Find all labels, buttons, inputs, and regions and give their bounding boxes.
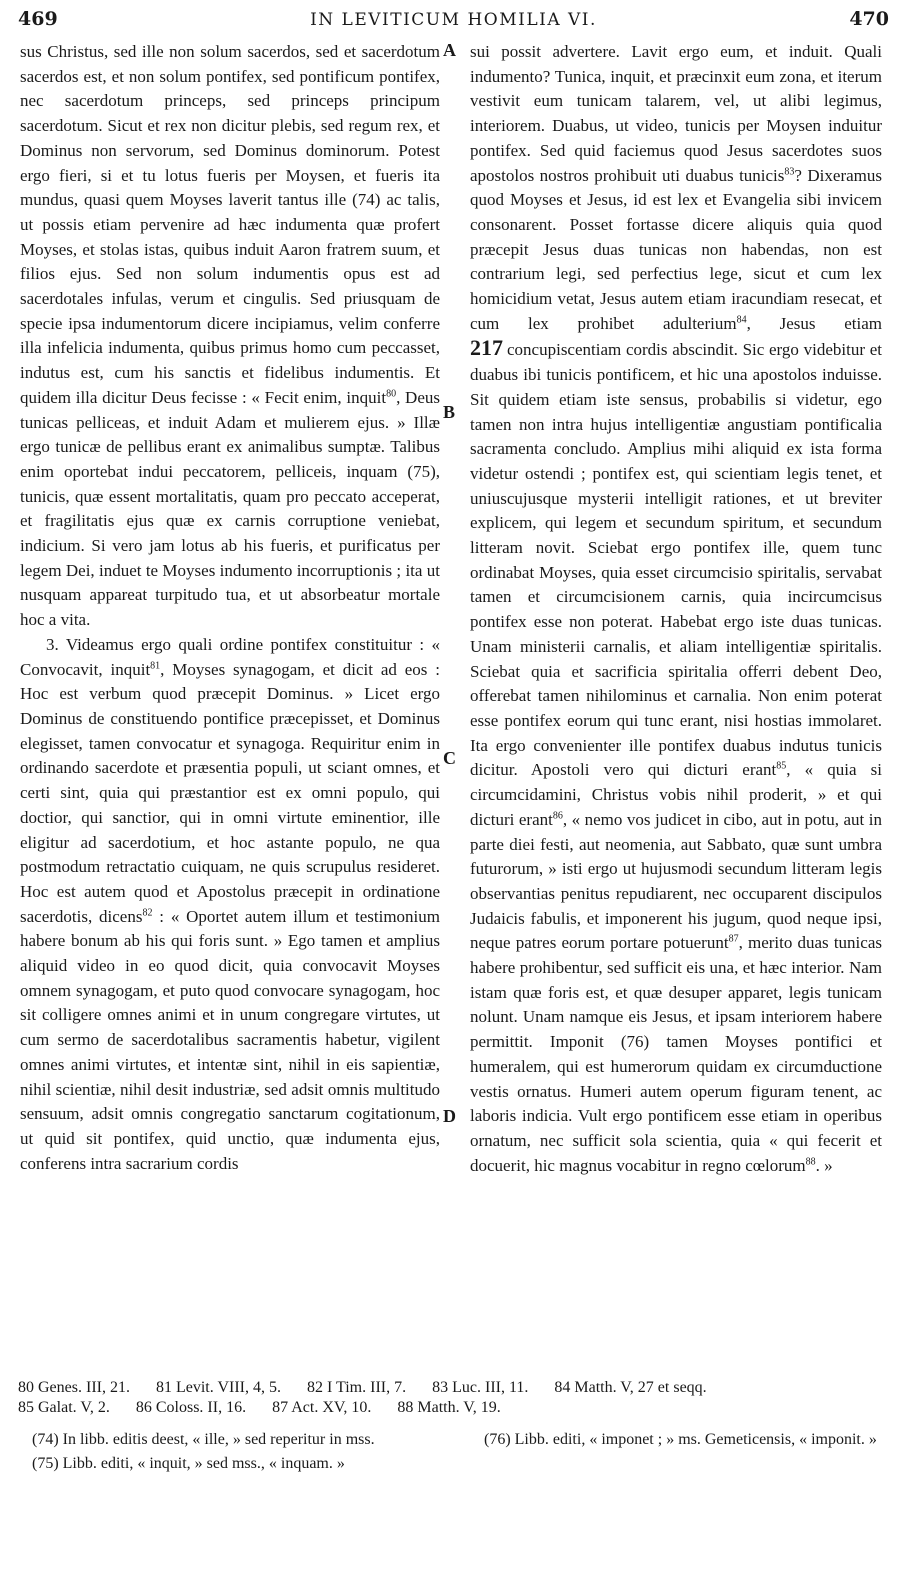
page-header: [18, 8, 889, 38]
footnote-ref: 83: [784, 165, 795, 177]
footnote-ref: 80: [386, 388, 397, 400]
variant-note: (76) Libb. editi, « imponet ; » ms. Gemeticensis, « imponit. »: [484, 1431, 877, 1448]
footnote: 81 Levit. VIII, 4, 5.: [155, 1379, 281, 1396]
page-number-right: 470: [849, 8, 889, 30]
variant-note: (75) Libb. editi, « inquit, » sed mss., « inquam. »: [32, 1455, 345, 1472]
right-column: [470, 40, 882, 1178]
column-number: 217: [470, 335, 503, 361]
footnote: 82 I Tim. III, 7.: [306, 1379, 407, 1396]
page-number-left: 469: [18, 8, 58, 30]
footnote: 88 Matth. V, 19.: [397, 1399, 501, 1416]
paragraph: sus Christus, sed ille non solum sacerdos, sed et sacerdotum sacerdos est, et non solum pontifex, sed pontificum pontifex, nec sacerdotum princeps, sed princeps principum sacerdotum. Sicut et rex non dicitur plebis, sed regum rex, et Dominus non servorum, sed Dominus dominorum. Potest ergo fieri, si et tu lotus fueris per Moysen, et fueris ita mundus, quasi quem Moyses laverit tantus ille (74) ac talis, ut possis etiam pervenire ad hæc indumenta quæ profert Moyses, et stolas istas, quibus induit Aaron fratrem suum, et filios ejus. Sed non solum indumentis opus est ad sacerdotales infulas, verum et cingulis. Sed priusquam de specie ipsa indumentorum dicere incipiamus, velim conferre illa infelicia indumenta, quibus primus homo cum peccasset, indutus est, cum his sanctis et fidelibus indumentis. Et quidem illa dicitur Deus fecisse : « Fecit enim, inquit$^{80}$, Deus tunicas pelliceas, et induit Adam et mulierem ejus. » Illæ ergo tunicæ de pellibus erant ex animalibus sumptæ. Talibus enim oportebat indui peccatorem, pelliceis, inquam (75), tunicis, quæ essent mortalitatis, quam pro peccato acceperat, et fragilitatis ejus quæ ex carnis corruptione veniebat, indicium. Si vero jam lotus ab his fueris, et purificatus per legem Dei, induet te Moyses indumento incorruptionis ; ita ut nusquam appareat turpitudo tua, et ut absorbeatur mortale hoc a vita.: [20, 42, 440, 630]
footnote-ref: 85: [776, 760, 787, 772]
margin-section-letters: [440, 40, 466, 1190]
paragraph: sui possit advertere. Lavit ergo eum, et induit. Quali indumento? Tunica, inquit, et præcinxit eum zona, et iterum vestivit eum tunicam talarem, vel, ut alibi legimus, interiorem. Duabus, ut video, tunicis per Moysen induitur pontifex. Sed quid faciemus quod Jesus sacerdotes suos apostolos nostros prohibuit uti duabus tunicis$^{83}$? Dixeramus quod Moyses et Jesus, id est lex et Evangelia sibi invicem consonarent. Posset fortasse dicere aliquis quia quod præcepit Jesus duas tunicas non habendas, non est contrarium legi, sed perfectius lege, sicut et cum lex homicidium vetat, Jesus autem etiam iracundiam resecat, et cum lex prohibet adulterium$^{84}$, Jesus etiam 217 concupiscentiam cordis abscindit. Sic ergo videbitur et duabus ibi tunicis pontificem, et hic una apostolos induisse. Sit quidem etiam iste sensus, probabilis si videtur, ego tamen non intra hujus intelligentiæ angustiam pontificalia sacramenta concludo. Amplius mihi aliquid ex ista forma videtur ostendi ; pontifex est, qui scientiam legis tenet, et uniuscujusque mysterii intelligit rationes, et ut breviter explicem, qui legem et secundum spiritum, et secundum litteram novit. Sciebat ergo pontifex ille, quem tunc ordinabat Moyses, quia esset circumcisio spiritalis, servabat tamen et circumcisionem carnis, quia incircumcisus pontifex esse non poterat. Habebat ergo iste duas tunicas. Unam ministerii carnalis, et aliam intelligentiæ spiritalis. Sciebat quia et sacrificia spiritalia offerri debent Deo, offerebat tamen nihilominus et carnalia. Non enim poterat esse pontifex eorum qui tunc erant, nisi hostias immolaret. Ita ergo convenienter ille pontifex duabus indutus tunicis dicitur. Apostoli vero qui dicturi erant$^{85}$, « quia si circumcidamini, Christus vobis nihil proderit, » et qui dicturi erant$^{86}$, « nemo vos judicet in cibo, aut in potu, aut in parte diei festi, aut neomenia, aut Sabbato, quæ sunt umbra futurorum, » isti ergo ut hujusmodi secundum litteram legis observantias penitus repudiarent, nec occuparent discipulos Judaicis fabulis, et imponerent his jugum, quod neque ipsi, neque patres eorum portare potuerunt$^{87}$, merito duas tunicas habere prohibentur, sed sufficit eis una, et hæc interior. Nam istam quæ foris est, et quæ desuper apparet, legis tunicam nolunt. Unam namque eis Jesus, et ipsam interiorem habere permittit. Imponit (76) tamen Moyses pontifici et humeralem, qui est humerorum quidam ex circumductione vestis ornatus. Humeri autem operum figuram tenent, ac laboris indicia. Vult ergo pontificem esse etiam in operibus ornatum, nec sufficit sola scientia, quia « qui fecerit et docuerit, hic magnus vocabitur in regno cœlorum$^{88}$. »: [470, 42, 883, 1175]
left-column: [20, 40, 440, 1176]
footnote: 87 Act. XV, 10.: [272, 1399, 372, 1416]
footnote-row: [18, 1378, 889, 1398]
variant-note: (74) In libb. editis deest, « ille, » sed reperitur in mss.: [32, 1431, 375, 1448]
footnote-ref: 88: [805, 1155, 816, 1167]
footnote-ref: 84: [736, 314, 747, 326]
variant-notes-right: [470, 1430, 882, 1454]
footnote-ref: 86: [552, 810, 563, 822]
margin-letter-a: A: [443, 40, 456, 60]
footnote: 86 Coloss. II, 16.: [135, 1399, 247, 1416]
footnote: 80 Genes. III, 21.: [18, 1379, 130, 1396]
footnote-row: [18, 1398, 889, 1418]
footnote: 85 Galat. V, 2.: [18, 1399, 110, 1416]
variant-notes-left: [18, 1430, 436, 1478]
margin-letter-b: B: [443, 402, 456, 422]
paragraph: 3. Videamus ergo quali ordine pontifex constituitur : « Convocavit, inquit$^{81}$, Moyses synagogam, et dicit ad eos : Hoc est verbum quod præcepit Dominus. » Licet ergo Dominus de constituendo pontifice præcepisset, et Dominus elegisset, tamen convocatur et synagoga. Requiritur enim in ordinando sacerdote et præsentia populi, ut sciant omnes, et certi sint, quia qui præstantior est ex omni populo, qui doctior, qui sanctior, qui in omni virtute eminentior, ille eligitur ad sacerdotium, et hoc astante populo, ne qua postmodum retractatio cuiquam, ne quis scrupulus resideret. Hoc est autem quod et Apostolus præcepit in ordinatione sacerdotis, dicens$^{82}$ : « Oportet autem illum et testimonium habere bonum ab his qui foris sunt. » Ego tamen et amplius aliquid video in eo quod dicit, quia convocavit Moyses omnem synagogam, et puto quod convocare synagogam, hoc sit colligere omnes animi et in unum congregare virtutes, ut cum sermo de sacerdotalibus sacramentis habetur, vigilent omnes animi virtutes, et intentæ sint, nihil in eis sapientiæ, nihil scientiæ, nihil desit industriæ, sed adsit omnis multitudo sensuum, adsit omnis congregatio sanctarum cogitationum, ut quid sit pontifex, quid unctio, quæ indumenta ejus, conferens intra sacrarium cordis: [20, 634, 440, 1173]
footnote-ref: 82: [142, 906, 153, 918]
footnotes: [18, 1378, 889, 1418]
running-title: IN LEVITICUM HOMILIA VI.: [310, 10, 597, 30]
footnote: 84 Matth. V, 27 et seqq.: [554, 1379, 707, 1396]
margin-letter-d: D: [443, 1106, 456, 1126]
margin-letter-c: C: [443, 748, 456, 768]
footnote-ref: 87: [728, 933, 739, 945]
footnote: 83 Luc. III, 11.: [432, 1379, 529, 1396]
footnote-ref: 81: [150, 659, 161, 671]
